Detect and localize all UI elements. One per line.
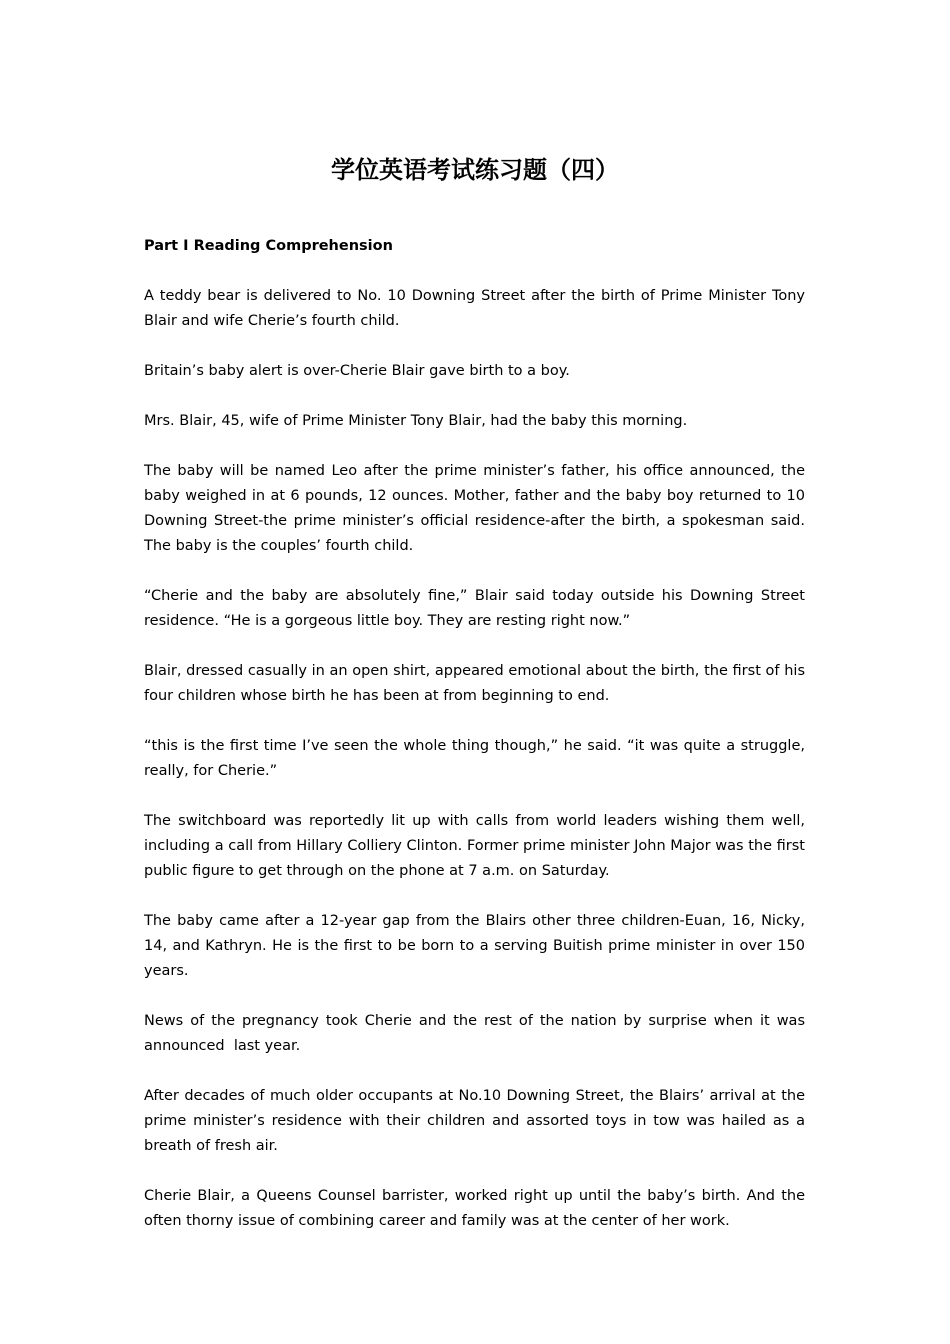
paragraph-11: After decades of much older occupants at No.10 Downing Street, the Blairs’ arrival at the prime minister’s residence with their children and assorted toys in tow was hailed as a breath of fresh air. [144,1088,810,1154]
paragraph-10: News of the pregnancy took Cherie and the rest of the nation by surprise when it was announced last year. [144,1013,810,1054]
paragraph-1: A teddy bear is delivered to No. 10 Downing Street after the birth of Prime Minister Tony Blair and wife Cherie’s fourth child. [144,288,810,329]
paragraph-8: The switchboard was reportedly lit up with calls from world leaders wishing them well, including a call from Hillary Colliery Clinton. Former prime minister John Major was the first public figure to get through on the phone at 7 a.m. on Saturday. [144,813,810,879]
page-title: 学位英语考试练习题（四） [331,155,619,184]
section-heading: Part I Reading Comprehension [144,238,393,254]
paragraph-2: Britain’s baby alert is over-Cherie Blair gave birth to a boy. [144,363,570,379]
paragraph-3: Mrs. Blair, 45, wife of Prime Minister Tony Blair, had the baby this morning. [144,413,688,429]
paragraph-4: The baby will be named Leo after the prime minister’s father, his office announced, the baby weighed in at 6 pounds, 12 ounces. Mother, father and the baby boy returned to 10 Downing Street-the prime minister’s official residence-after the birth, a spokesman said. The baby is the couples’ fourth child. [144,463,810,554]
paragraph-7: “this is the first time I’ve seen the whole thing though,” he said. “it was quite a struggle, really, for Cherie.” [144,738,810,779]
document-body [144,234,810,1259]
paragraph-12: Cherie Blair, a Queens Counsel barrister, worked right up until the baby’s birth. And the often thorny issue of combining career and family was at the center of her work. [144,1188,810,1229]
paragraph-5: “Cherie and the baby are absolutely fine,” Blair said today outside his Downing Street residence. “He is a gorgeous little boy. They are resting right now.” [144,588,810,629]
paragraph-6: Blair, dressed casually in an open shirt, appeared emotional about the birth, the first of his four children whose birth he has been at from beginning to end. [144,663,810,704]
paragraph-9: The baby came after a 12-year gap from the Blairs other three children-Euan, 16, Nicky, 14, and Kathryn. He is the first to be born to a serving Buitish prime minister in over 150 years. [144,913,810,979]
